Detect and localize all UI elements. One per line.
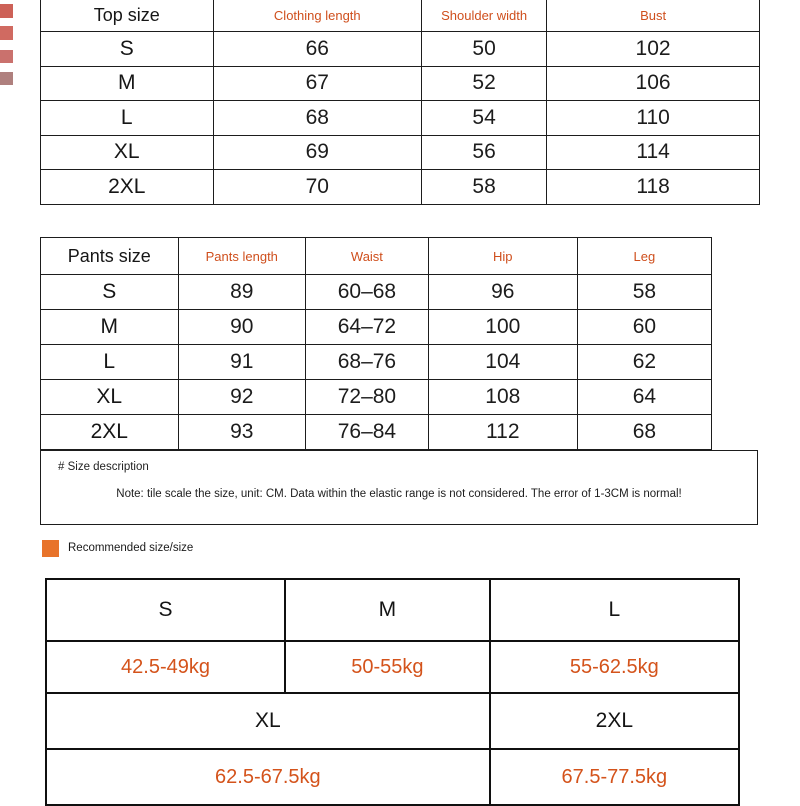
pants-table-header <box>41 238 712 275</box>
value-cell: 92 <box>178 380 305 415</box>
top-size-table <box>40 0 760 205</box>
size-cell: 2XL <box>490 693 739 749</box>
table-row <box>41 415 712 450</box>
orange-swatch-icon <box>42 540 59 557</box>
value-cell: 93 <box>178 415 305 450</box>
value-cell: 106 <box>547 66 760 101</box>
size-cell: XL <box>41 380 179 415</box>
size-cell: S <box>41 32 214 67</box>
top-table-header <box>41 0 760 32</box>
table-row <box>46 641 739 693</box>
value-cell: 108 <box>428 380 577 415</box>
left-edge-artifact <box>0 4 13 18</box>
recommended-size-row <box>42 539 193 557</box>
value-cell: 68 <box>577 415 711 450</box>
value-cell: 102 <box>547 32 760 67</box>
left-edge-artifact <box>0 72 13 85</box>
table-row <box>41 66 760 101</box>
value-cell: 66 <box>213 32 422 67</box>
value-cell: 104 <box>428 345 577 380</box>
top-table-title: Top size <box>41 0 214 32</box>
col-header-leg: Leg <box>577 238 711 275</box>
weight-cell: 67.5-77.5kg <box>490 749 739 805</box>
value-cell: 112 <box>428 415 577 450</box>
col-header-hip: Hip <box>428 238 577 275</box>
size-cell: L <box>41 345 179 380</box>
table-row <box>41 345 712 380</box>
value-cell: 67 <box>213 66 422 101</box>
value-cell: 64 <box>577 380 711 415</box>
size-cell: L <box>490 579 739 641</box>
table-row <box>46 579 739 641</box>
size-cell: 2XL <box>41 415 179 450</box>
value-cell: 90 <box>178 310 305 345</box>
size-cell: S <box>41 275 179 310</box>
size-description-note: Note: tile scale the size, unit: CM. Data within the elastic range is not considered. The error of 1-3CM is normal! <box>116 488 682 500</box>
table-row <box>41 380 712 415</box>
table-row <box>41 135 760 170</box>
table-row <box>41 32 760 67</box>
size-cell: L <box>41 101 214 136</box>
weight-cell: 50-55kg <box>285 641 490 693</box>
value-cell: 110 <box>547 101 760 136</box>
size-cell: XL <box>46 693 490 749</box>
value-cell: 56 <box>422 135 547 170</box>
table-row <box>41 101 760 136</box>
value-cell: 100 <box>428 310 577 345</box>
size-cell: XL <box>41 135 214 170</box>
table-row <box>41 310 712 345</box>
size-cell: M <box>285 579 490 641</box>
size-description-box <box>40 450 758 525</box>
table-row <box>41 275 712 310</box>
col-header-bust: Bust <box>547 0 760 32</box>
table-row <box>46 693 739 749</box>
value-cell: 72–80 <box>306 380 429 415</box>
col-header-clothing-length: Clothing length <box>213 0 422 32</box>
left-edge-artifact <box>0 50 13 63</box>
size-cell: M <box>41 310 179 345</box>
value-cell: 68–76 <box>306 345 429 380</box>
value-cell: 89 <box>178 275 305 310</box>
pants-size-table <box>40 237 712 450</box>
value-cell: 64–72 <box>306 310 429 345</box>
value-cell: 96 <box>428 275 577 310</box>
value-cell: 60–68 <box>306 275 429 310</box>
size-cell: 2XL <box>41 170 214 205</box>
value-cell: 69 <box>213 135 422 170</box>
value-cell: 52 <box>422 66 547 101</box>
value-cell: 50 <box>422 32 547 67</box>
size-description-label: # Size description <box>58 461 149 473</box>
value-cell: 68 <box>213 101 422 136</box>
col-header-waist: Waist <box>306 238 429 275</box>
table-row <box>46 749 739 805</box>
value-cell: 70 <box>213 170 422 205</box>
size-cell: S <box>46 579 285 641</box>
value-cell: 76–84 <box>306 415 429 450</box>
value-cell: 60 <box>577 310 711 345</box>
size-cell: M <box>41 66 214 101</box>
value-cell: 62 <box>577 345 711 380</box>
value-cell: 114 <box>547 135 760 170</box>
table-row <box>41 170 760 205</box>
value-cell: 91 <box>178 345 305 380</box>
value-cell: 54 <box>422 101 547 136</box>
weight-cell: 55-62.5kg <box>490 641 739 693</box>
value-cell: 58 <box>422 170 547 205</box>
col-header-shoulder-width: Shoulder width <box>422 0 547 32</box>
value-cell: 58 <box>577 275 711 310</box>
weight-cell: 42.5-49kg <box>46 641 285 693</box>
col-header-pants-length: Pants length <box>178 238 305 275</box>
value-cell: 118 <box>547 170 760 205</box>
left-edge-artifact <box>0 26 13 40</box>
recommended-weight-table <box>45 578 740 806</box>
pants-table-title: Pants size <box>41 238 179 275</box>
recommended-size-label: Recommended size/size <box>68 542 194 554</box>
weight-cell: 62.5-67.5kg <box>46 749 490 805</box>
